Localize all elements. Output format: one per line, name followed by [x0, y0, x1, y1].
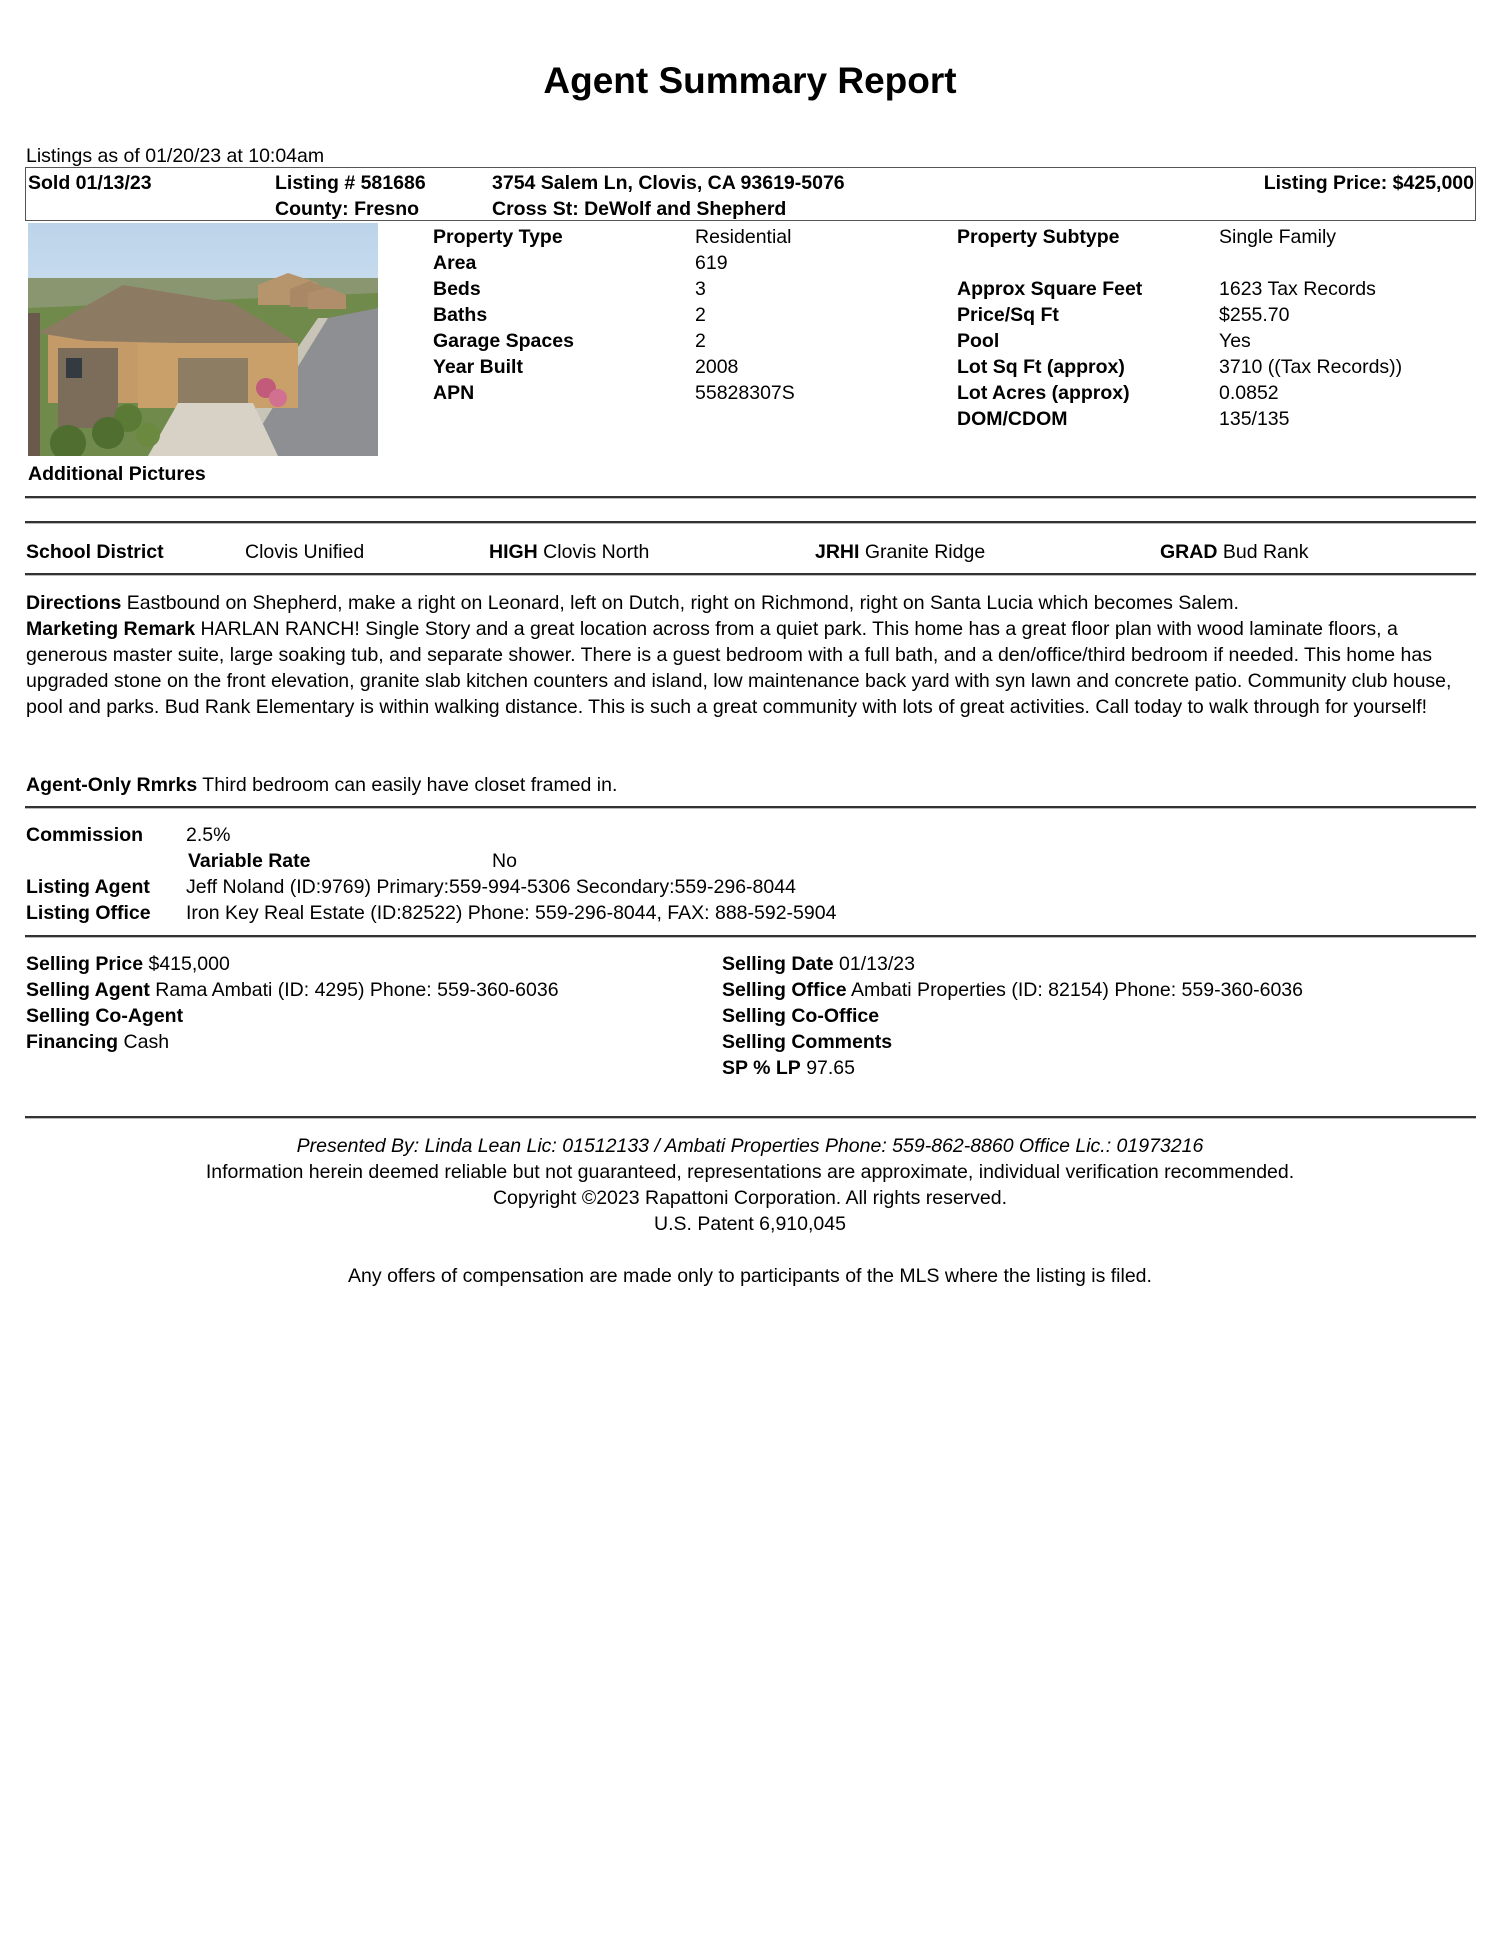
selling-price-value: $415,000 [148, 953, 230, 975]
detail-label: Price/Sq Ft [957, 304, 1059, 326]
divider [25, 521, 1476, 524]
agent-only-text: Third bedroom can easily have closet framed in. [202, 774, 618, 796]
detail-value: 2 [695, 304, 706, 326]
county: County: Fresno [275, 198, 420, 220]
school-district-label: School District [26, 541, 164, 563]
commission-value: 2.5% [186, 824, 231, 846]
junior-high-value: Granite Ridge [864, 541, 986, 563]
report-title: Agent Summary Report [543, 60, 957, 101]
divider [25, 806, 1476, 809]
junior-high-label: JRHI [815, 541, 860, 563]
detail-label: Lot Sq Ft (approx) [957, 356, 1125, 378]
detail-value: 1623 Tax Records [1219, 278, 1376, 300]
selling-comments-label: Selling Comments [722, 1031, 893, 1053]
detail-value: 3710 ((Tax Records)) [1219, 356, 1403, 378]
detail-value: $255.70 [1219, 304, 1290, 326]
detail-label: Property Subtype [957, 226, 1120, 248]
high-school [489, 540, 649, 564]
selling-agent [26, 978, 559, 1002]
listings-as-of: Listings as of 01/20/23 at 10:04am [26, 145, 325, 167]
grade-school-value: Bud Rank [1222, 541, 1309, 563]
detail-label: Pool [957, 330, 1000, 352]
detail-value: 2 [695, 330, 706, 352]
divider [25, 496, 1476, 499]
variable-rate-value: No [492, 850, 517, 872]
detail-value: 619 [695, 252, 728, 274]
selling-price [26, 952, 230, 976]
selling-agent-value: Rama Ambati (ID: 4295) Phone: 559-360-6036 [155, 979, 559, 1001]
compensation-notice: Any offers of compensation are made only to participants of the MLS where the listing is filed. [348, 1265, 1152, 1287]
listing-office-value: Iron Key Real Estate (ID:82522) Phone: 559-296-8044, FAX: 888-592-5904 [186, 902, 837, 924]
selling-date [722, 952, 915, 976]
listing-agent-value: Jeff Noland (ID:9769) Primary:559-994-5306 Secondary:559-296-8044 [186, 876, 796, 898]
directions [26, 590, 1476, 616]
financing-label: Financing [26, 1031, 119, 1053]
high-school-label: HIGH [489, 541, 538, 563]
cross-street: Cross St: DeWolf and Shepherd [492, 198, 787, 220]
detail-value: Single Family [1219, 226, 1337, 248]
detail-label: Baths [433, 304, 488, 326]
detail-value: Residential [695, 226, 792, 248]
detail-label: Lot Acres (approx) [957, 382, 1130, 404]
detail-label: Approx Square Feet [957, 278, 1143, 300]
detail-value: 0.0852 [1219, 382, 1279, 404]
detail-label: Property Type [433, 226, 563, 248]
selling-office-label: Selling Office [722, 979, 847, 1001]
patent: U.S. Patent 6,910,045 [654, 1213, 846, 1235]
disclaimer: Information herein deemed reliable but not guaranteed, representations are approximate, individual verification recommended. [205, 1161, 1295, 1183]
sp-lp [722, 1056, 855, 1080]
listing-agent-label: Listing Agent [26, 876, 150, 898]
directions-text: Eastbound on Shepherd, make a right on Leonard, left on Dutch, right on Richmond, right on Santa Lucia which becomes Salem. [126, 592, 1239, 614]
financing-value: Cash [123, 1031, 170, 1053]
detail-value: 2008 [695, 356, 739, 378]
listing-number: Listing # 581686 [275, 172, 426, 194]
selling-price-label: Selling Price [26, 953, 144, 975]
detail-value: 3 [695, 278, 706, 300]
selling-co-agent-label: Selling Co-Agent [26, 1005, 184, 1027]
agent-only-label: Agent-Only Rmrks [26, 774, 198, 796]
grade-school [1160, 540, 1308, 564]
marketing-remark-label: Marketing Remark [26, 618, 196, 640]
detail-label: APN [433, 382, 475, 404]
divider [25, 573, 1476, 576]
detail-label: Area [433, 252, 477, 274]
variable-rate-label: Variable Rate [188, 850, 311, 872]
status-badge: Sold 01/13/23 [28, 172, 152, 194]
property-photo[interactable] [28, 223, 378, 456]
agent-only-remarks [26, 772, 1476, 798]
selling-co-office-label: Selling Co-Office [722, 1005, 880, 1027]
detail-label: Year Built [433, 356, 523, 378]
selling-date-value: 01/13/23 [839, 953, 915, 975]
detail-label: Garage Spaces [433, 330, 574, 352]
house-photo-icon [28, 223, 378, 456]
selling-agent-label: Selling Agent [26, 979, 150, 1001]
financing [26, 1030, 169, 1054]
divider [25, 1116, 1476, 1119]
detail-value: 55828307S [695, 382, 795, 404]
copyright: Copyright ©2023 Rapattoni Corporation. All rights reserved. [492, 1187, 1008, 1209]
sp-lp-label: SP % LP [722, 1057, 801, 1079]
selling-date-label: Selling Date [722, 953, 834, 975]
additional-pictures-link[interactable]: Additional Pictures [28, 463, 206, 485]
listing-price: Listing Price: $425,000 [1263, 172, 1474, 194]
high-school-value: Clovis North [543, 541, 650, 563]
junior-high [815, 540, 985, 564]
address: 3754 Salem Ln, Clovis, CA 93619-5076 [492, 172, 845, 194]
detail-value: Yes [1219, 330, 1251, 352]
commission-label: Commission [26, 824, 144, 846]
school-district-value: Clovis Unified [245, 541, 365, 563]
presented-by: Presented By: Linda Lean Lic: 01512133 / Ambati Properties Phone: 559-862-8860 Office Lic.: 01973216 [296, 1135, 1204, 1157]
sp-lp-value: 97.65 [806, 1057, 855, 1079]
marketing-remark-text: HARLAN RANCH! Single Story and a great location across from a quiet park. This home has a great floor plan with wood laminate floors, a generous master suite, large soaking tub, and separate shower. There is a guest bedroom with a full bath, and a den/office/third bedroom if needed. This home has upgraded stone on the front elevation, granite slab kitchen counters and island, low maintenance back yard with syn lawn and concrete patio. Community club house, pool and parks. Bud Rank Elementary is within walking distance. This is such a great community with lots of great activities. Call today to walk through for yourself! [26, 618, 1452, 718]
grade-school-label: GRAD [1160, 541, 1218, 563]
divider [25, 935, 1476, 938]
marketing-remark [26, 616, 1476, 720]
listing-office-label: Listing Office [26, 902, 151, 924]
detail-value: 135/135 [1219, 408, 1290, 430]
selling-office-value: Ambati Properties (ID: 82154) Phone: 559-360-6036 [850, 979, 1303, 1001]
detail-label: Beds [433, 278, 481, 300]
selling-office [722, 978, 1303, 1002]
directions-label: Directions [26, 592, 122, 614]
detail-label: DOM/CDOM [957, 408, 1068, 430]
